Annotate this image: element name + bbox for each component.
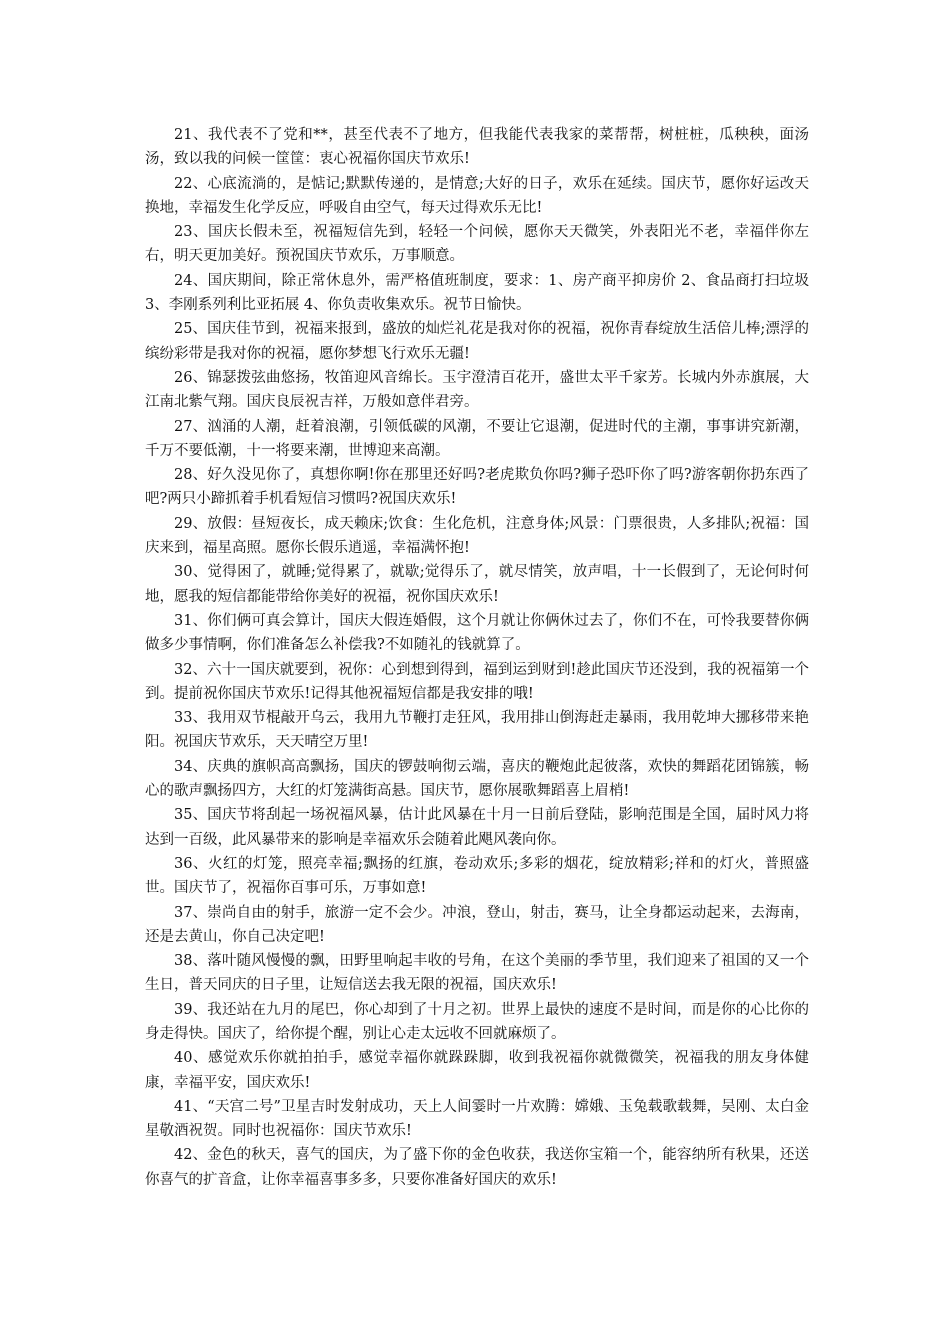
paragraph-32: 32、六十一国庆就要到，祝你：心到想到得到，福到运到财到!趁此国庆节还没到，我的祝福第一个到。提前祝你国庆节欢乐!记得其他祝福短信都是我安排的哦!	[145, 661, 809, 702]
paragraph-36: 36、火红的灯笼，照亮幸福;飘扬的红旗，卷动欢乐;多彩的烟花，绽放精彩;祥和的灯火，普照盛世。国庆节了，祝福你百事可乐，万事如意!	[145, 855, 809, 897]
paragraph-35: 35、国庆节将刮起一场祝福风暴，估计此风暴在十月一日前后登陆，影响范围是全国，届时风力将达到一百级，此风暴带来的影响是幸福欢乐会随着此飓风袭向你。	[145, 807, 809, 848]
paragraph-24: 24、国庆期间，除正常休息外，需严格值班制度，要求：1、房产商平抑房价 2、食品商打扫垃圾 3、李刚系列利比亚拓展 4、你负责收集欢乐。祝节日愉快。	[145, 272, 809, 314]
paragraph-34: 34、庆典的旗帜高高飘扬，国庆的锣鼓响彻云端，喜庆的鞭炮此起彼落，欢快的舞蹈花团锦簇，畅心的歌声飘扬四方，大红的灯笼满街高悬。国庆节，愿你展歌舞蹈喜上眉梢!	[145, 758, 809, 800]
paragraph-29: 29、放假：昼短夜长，成天赖床;饮食：生化危机，注意身体;风景：门票很贵，人多排队;祝福：国庆来到，福星高照。愿你长假乐逍遥，幸福满怀抱!	[145, 515, 809, 557]
paragraph-23: 23、国庆长假未至，祝福短信先到，轻轻一个问候，愿你天天微笑，外表阳光不老，幸福伴你左右，明天更加美好。预祝国庆节欢乐，万事顺意。	[145, 224, 809, 265]
paragraph-27: 27、汹涌的人潮，赶着浪潮，引领低碳的风潮，不要让它退潮，促进时代的主潮，事事讲究新潮，千万不要低潮，十一将要来潮，世博迎来高潮。	[145, 418, 809, 459]
paragraph-38: 38、落叶随风慢慢的飘，田野里响起丰收的号角，在这个美丽的季节里，我们迎来了祖国的又一个生日，普天同庆的日子里，让短信送去我无限的祝福，国庆欢乐!	[145, 953, 809, 994]
document-body	[145, 123, 809, 1192]
paragraph-40: 40、感觉欢乐你就拍拍手，感觉幸福你就跺跺脚，收到我祝福你就微微笑，祝福我的朋友身体健康，幸福平安，国庆欢乐!	[145, 1050, 809, 1091]
paragraph-28: 28、好久没见你了，真想你啊!你在那里还好吗?老虎欺负你吗?狮子恐吓你了吗?游客朝你扔东西了吧?两只小蹄抓着手机看短信习惯吗?祝国庆欢乐!	[145, 467, 809, 508]
paragraph-30: 30、觉得困了，就睡;觉得累了，就歇;觉得乐了，就尽情笑，放声唱，十一长假到了，无论何时何地，愿我的短信都能带给你美好的祝福，祝你国庆欢乐!	[145, 564, 809, 605]
paragraph-39: 39、我还站在九月的尾巴，你心却到了十月之初。世界上最快的速度不是时间，而是你的心比你的身走得快。国庆了，给你提个醒，别让心走太远收不回就麻烦了。	[145, 1001, 809, 1042]
paragraph-42: 42、金色的秋天，喜气的国庆，为了盛下你的金色收获，我送你宝箱一个，能容纳所有秋果，还送你喜气的扩音盒，让你幸福喜事多多，只要你准备好国庆的欢乐!	[145, 1147, 809, 1188]
paragraph-21: 21、我代表不了党和**，甚至代表不了地方，但我能代表我家的菜帮帮，树桩桩，瓜秧秧，面汤汤，致以我的问候一筐筐：衷心祝福你国庆节欢乐!	[145, 127, 809, 168]
paragraph-37: 37、崇尚自由的射手，旅游一定不会少。冲浪，登山，射击，赛马，让全身都运动起来，去海南，还是去黄山，你自己决定吧!	[145, 904, 809, 945]
paragraph-25: 25、国庆佳节到，祝福来报到，盛放的灿烂礼花是我对你的祝福，祝你青春绽放生活倍儿棒;漂浮的缤纷彩带是我对你的祝福，愿你梦想飞行欢乐无疆!	[145, 321, 809, 362]
paragraph-22: 22、心底流淌的，是惦记;默默传递的，是情意;大好的日子，欢乐在延续。国庆节，愿你好运改天换地，幸福发生化学反应，呼吸自由空气，每天过得欢乐无比!	[145, 175, 809, 216]
paragraph-41: 41、“天宫二号”卫星吉时发射成功，天上人间霎时一片欢腾：嫦娥、玉兔载歌载舞，吴刚、太白金星敬酒祝贺。同时也祝福你：国庆节欢乐!	[145, 1098, 809, 1140]
paragraph-26: 26、锦瑟拨弦曲悠扬，牧笛迎风音绵长。玉宇澄清百花开，盛世太平千家芳。长城内外赤旗展，大江南北紫气翔。国庆良辰祝吉祥，万般如意伴君旁。	[145, 369, 809, 411]
paragraph-33: 33、我用双节棍敲开乌云，我用九节鞭打走狂风，我用排山倒海赶走暴雨，我用乾坤大挪移带来艳阳。祝国庆节欢乐，天天晴空万里!	[145, 710, 809, 751]
paragraph-31: 31、你们俩可真会算计，国庆大假连婚假，这个月就让你俩休过去了，你们不在，可怜我要替你俩做多少事情啊，你们准备怎么补偿我?不如随礼的钱就算了。	[145, 612, 809, 654]
